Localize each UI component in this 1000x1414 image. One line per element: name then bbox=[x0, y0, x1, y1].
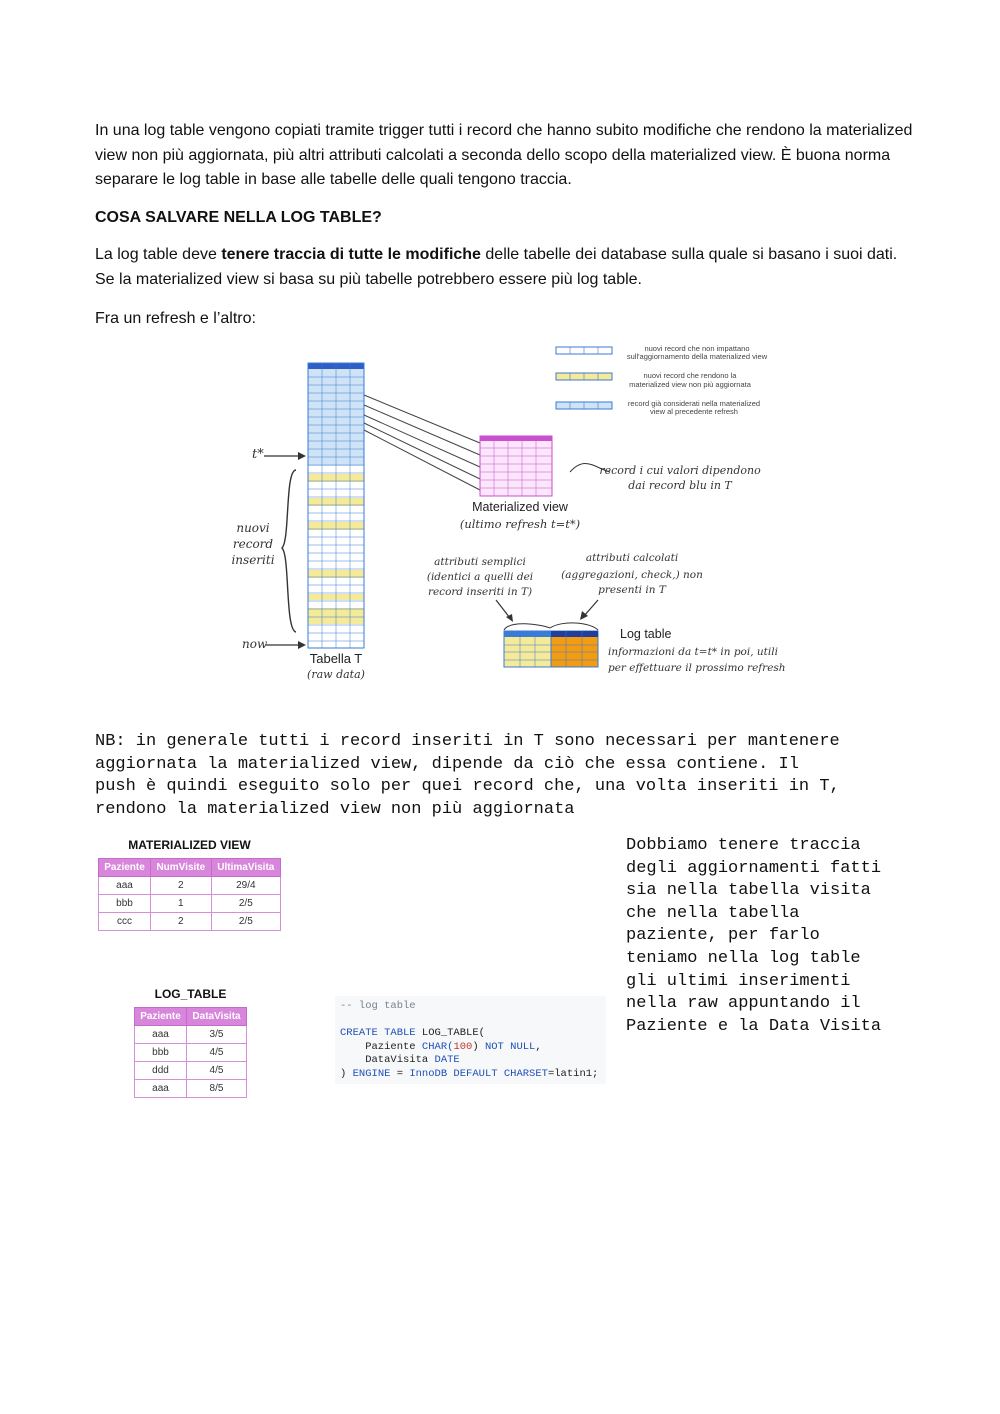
table-row bbox=[99, 877, 281, 895]
cell: aaa bbox=[135, 1080, 187, 1098]
legend-3-line1: record già considerati nella materialized bbox=[627, 399, 761, 408]
code-text: ) bbox=[472, 1040, 485, 1053]
cell: 4/5 bbox=[187, 1044, 247, 1062]
mv-header: NumVisite bbox=[151, 859, 212, 877]
cell: 2/5 bbox=[211, 913, 280, 931]
attr-calcolati-3: presenti in T bbox=[598, 584, 666, 596]
p2-end: delle tabelle dei database sulla quale si basano i suoi dati. Se la materialized view si basa su più tabelle potrebbero essere più log table. bbox=[95, 246, 898, 288]
p2-bold: tenere traccia di tutte le modifiche bbox=[221, 246, 481, 263]
code-comment: -- log table bbox=[340, 1000, 416, 1012]
code-keyword: CHAR( bbox=[421, 1040, 454, 1053]
code-keyword: NOT NULL bbox=[484, 1040, 536, 1053]
refresh-paragraph: Fra un refresh e l’altro: bbox=[95, 310, 256, 327]
cell: ccc bbox=[99, 913, 151, 931]
mv-title: Materialized view bbox=[472, 500, 568, 514]
cell: 1 bbox=[151, 895, 212, 913]
code-text: Paziente bbox=[340, 1040, 422, 1053]
cell: 8/5 bbox=[187, 1080, 247, 1098]
code-text: DataVisita bbox=[340, 1054, 435, 1066]
cell: aaa bbox=[99, 877, 151, 895]
sql-code-block bbox=[335, 996, 606, 1084]
attr-semplici-2: (identici a quelli dei bbox=[426, 571, 534, 583]
cell: 29/4 bbox=[211, 877, 280, 895]
inseriti-label: inseriti bbox=[231, 553, 275, 567]
legend-swatch-white bbox=[556, 347, 612, 354]
nuovi-label: nuovi bbox=[236, 521, 270, 535]
mv-header: UltimaVisita bbox=[211, 859, 280, 877]
log-table-name: LOG_TABLE bbox=[154, 987, 227, 1001]
attr-calcolati-1: attributi calcolati bbox=[585, 552, 679, 564]
mv-subtitle: (ultimo refresh t=t*) bbox=[459, 517, 581, 531]
log-header: DataVisita bbox=[187, 1008, 247, 1026]
refresh-diagram bbox=[0, 0, 1000, 700]
attr-semplici-3: record inseriti in T) bbox=[427, 586, 533, 598]
table-t bbox=[308, 363, 364, 648]
legend-1-line1: nuovi record che non impattano bbox=[644, 344, 750, 353]
materialized-view-grid bbox=[480, 436, 552, 496]
legend-1-line2: sull'aggiornamento della materialized view bbox=[626, 352, 768, 361]
code-keyword: ENGINE bbox=[352, 1067, 391, 1080]
code-number: 100 bbox=[453, 1040, 473, 1053]
cell: 3/5 bbox=[187, 1026, 247, 1044]
intro-paragraph: In una log table vengono copiati tramite trigger tutti i record che hanno subito modifiche che rendono la materialized view non più aggiornata, più altri attributi calcolati a seconda dello scopo della materialized view. È buona norma separare le log table in base alle tabelle delle quali tengono traccia. bbox=[95, 122, 913, 188]
code-keyword: DATE bbox=[434, 1054, 460, 1066]
legend-2-line1: nuovi record che rendono la bbox=[643, 371, 737, 380]
brace bbox=[282, 470, 296, 632]
log-header: Paziente bbox=[135, 1008, 187, 1026]
attr-semplici-1: attributi semplici bbox=[434, 556, 526, 568]
tabella-t-label: Tabella T bbox=[309, 651, 363, 666]
table-row bbox=[135, 1080, 247, 1098]
mv-header: Paziente bbox=[99, 859, 151, 877]
cell: 2 bbox=[151, 913, 212, 931]
cell: 4/5 bbox=[187, 1062, 247, 1080]
table-row bbox=[99, 913, 281, 931]
code-text: LOG_TABLE( bbox=[415, 1027, 485, 1039]
legend-swatch-yellow bbox=[556, 373, 612, 380]
record-label: record bbox=[232, 537, 274, 551]
cell: 2 bbox=[151, 877, 212, 895]
log-table bbox=[134, 987, 247, 1098]
legend-swatch-blue bbox=[556, 402, 612, 409]
record-blu-2: dai record blu in T bbox=[628, 479, 732, 492]
mv-table-title: MATERIALIZED VIEW bbox=[128, 838, 251, 852]
cell: bbb bbox=[135, 1044, 187, 1062]
t-star-label: t* bbox=[252, 447, 264, 462]
cell: ddd bbox=[135, 1062, 187, 1080]
log-table-sub-2: per effettuare il prossimo refresh bbox=[608, 662, 786, 674]
log-table-grid bbox=[504, 631, 598, 667]
cell: 2/5 bbox=[211, 895, 280, 913]
connector-lines bbox=[364, 395, 480, 490]
legend bbox=[556, 344, 768, 416]
record-blu-1: record i cui valori dipendono bbox=[599, 464, 761, 477]
log-table-sub-1: informazioni da t=t* in poi, utili bbox=[608, 646, 778, 658]
cell: aaa bbox=[135, 1026, 187, 1044]
now-label: now bbox=[242, 637, 268, 651]
table-row bbox=[135, 1044, 247, 1062]
raw-data-label: (raw data) bbox=[307, 668, 365, 681]
materialized-view-table bbox=[98, 838, 281, 931]
cell: bbb bbox=[99, 895, 151, 913]
legend-3-line2: view al precedente refresh bbox=[650, 407, 738, 416]
code-text: ) bbox=[340, 1067, 353, 1080]
code-text: =latin1; bbox=[547, 1067, 599, 1080]
table-row bbox=[99, 895, 281, 913]
p2-start: La log table deve bbox=[95, 246, 222, 263]
code-text: = bbox=[390, 1067, 410, 1080]
nb-note: NB: in generale tutti i record inseriti in T sono necessari per mantenere aggiornata la materialized view, dipende da ciò che essa contiene. Il push è quindi eseguito solo per quei record che, una volta inseriti in T, rendono la materialized view non più aggiornata bbox=[95, 732, 840, 819]
legend-2-line2: materialized view non più aggiornata bbox=[629, 380, 751, 389]
log-table-title: Log table bbox=[620, 627, 672, 641]
table-row bbox=[135, 1026, 247, 1044]
code-text: , bbox=[535, 1040, 542, 1053]
attr-calcolati-2: (aggregazioni, check,) non bbox=[561, 569, 703, 581]
code-keyword: CREATE TABLE bbox=[340, 1027, 416, 1039]
code-keyword: InnoDB DEFAULT CHARSET bbox=[409, 1067, 548, 1080]
table-row bbox=[135, 1062, 247, 1080]
section-heading: COSA SALVARE NELLA LOG TABLE? bbox=[95, 209, 382, 226]
side-note: Dobbiamo tenere traccia degli aggiornamenti fatti sia nella tabella visita che nella tabella paziente, per farlo teniamo nella log table gli ultimi inserimenti nella raw appuntando il Paziente e la Data Visita bbox=[626, 836, 882, 1036]
